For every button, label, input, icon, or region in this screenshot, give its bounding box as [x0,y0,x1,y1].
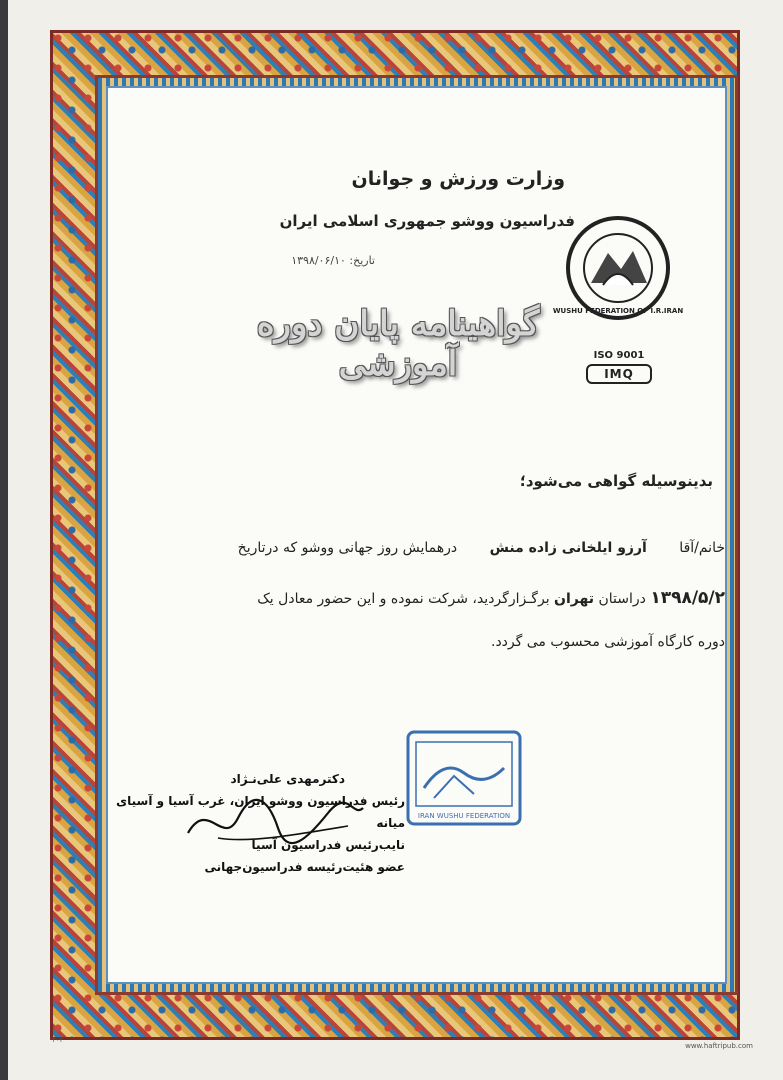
body-line-2-b: برگـزارگردید، شرکت نموده و این حضور معادل یک [257,591,550,607]
signatory-role-2: نایب‌رئیس فدراسیون آسیا [251,838,405,852]
footer-publisher: www.haftripub.com [685,1042,753,1050]
handwritten-signature-icon [178,778,368,858]
iso-mark: IMQ [586,364,652,384]
body-line-1-rest: درهمایش روز جهانی ووشو که درتاریخ [237,540,458,556]
signatory-role-3: عضو هئیت‌رئیسه فدراسیون‌جهانی [204,860,405,874]
iso-badge [586,350,652,384]
hereby-statement: بدینوسیله گواهی می‌شود؛ [519,472,713,490]
certificate-body [108,88,725,982]
footer-code: ۴۰۲ [52,1036,64,1044]
federation-logo-icon [552,213,684,323]
signatory-name: دکترمهدی علی‌نـژاد [230,772,345,786]
iso-label: ISO 9001 [593,350,645,361]
federation-stamp-icon [404,728,524,828]
salutation: خانم/آقا [679,540,725,556]
issue-date: تاریخ: ۱۳۹۸/۰۶/۱۰ [291,254,375,267]
recipient-name: آرزو ایلخانی زاده منش [489,540,647,556]
body-line-2-a: دراستان [598,591,646,607]
event-city: تهران [554,591,595,607]
logo-ring-text: WUSHU FEDERATION OF I.R.IRAN [552,307,684,315]
body-line-2 [125,588,725,608]
certificate-paper [8,0,783,1080]
stamp-text: IRAN WUSHU FEDERATION [417,812,511,820]
body-line-3: دوره کارگاه آموزشی محسوب می گردد. [491,634,725,650]
body-line-1 [125,540,725,556]
certificate-title: گواهینامه پایان دوره آموزشی [256,304,540,384]
event-date: ۱۳۹۸/۵/۲ [650,588,725,608]
ministry-title: وزارت ورزش و جوانان [351,168,565,190]
federation-title: فدراسیون ووشو جمهوری اسلامی ایران [279,212,575,230]
signatory-role-1: رئیس فدراسیون ووشو ایران، غرب آسیا و آسیای میانه [116,794,405,830]
